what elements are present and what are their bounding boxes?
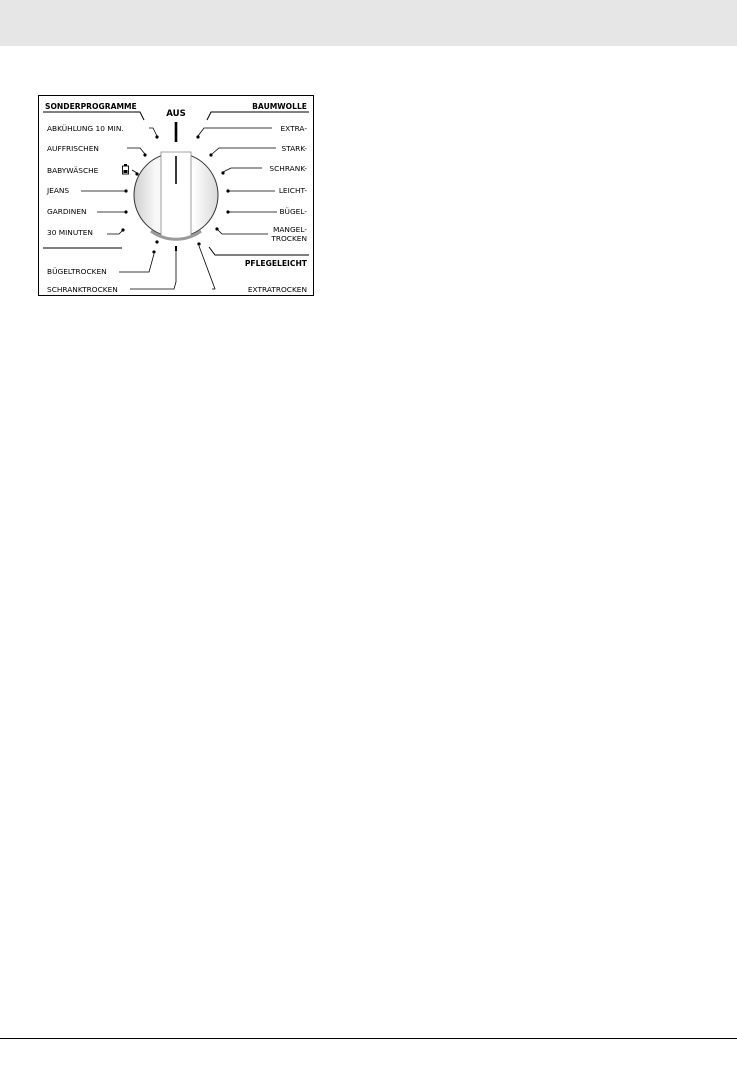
group-label-special: SONDERPROGRAMME bbox=[45, 102, 137, 111]
cooling-dot bbox=[155, 135, 158, 138]
bottom-programs bbox=[47, 242, 307, 294]
program-knob[interactable] bbox=[134, 152, 218, 239]
curtains-dot bbox=[124, 210, 127, 213]
group-label-cotton: BAUMWOLLE bbox=[252, 102, 307, 111]
program-curtains: GARDINEN bbox=[47, 207, 87, 216]
group-label-easy-care: PFLEGELEICHT bbox=[244, 259, 307, 268]
program-ironing: BÜGEL- bbox=[279, 207, 307, 216]
extra-leader bbox=[198, 128, 272, 136]
cupboard-leader bbox=[223, 168, 262, 172]
mangle-leader bbox=[217, 229, 268, 234]
program-jeans: JEANS bbox=[47, 186, 70, 195]
cupboard-dry-leader bbox=[130, 249, 176, 289]
special-end-dot bbox=[155, 240, 158, 243]
program-dial-diagram bbox=[39, 96, 315, 297]
program-refresh: AUFFRISCHEN bbox=[47, 144, 99, 153]
strong-leader bbox=[212, 148, 276, 154]
refresh-leader bbox=[127, 148, 145, 154]
baby-wash-leader bbox=[132, 170, 137, 173]
program-mangle-line1: MANGEL- bbox=[272, 225, 307, 234]
program-cupboard-dry: SCHRANKTROCKEN bbox=[47, 285, 118, 294]
extra-dry-dot bbox=[197, 242, 200, 245]
cupboard-dry-mark bbox=[175, 246, 177, 251]
program-strong: STARK- bbox=[281, 144, 307, 153]
program-extra: EXTRA- bbox=[280, 124, 307, 133]
ironing-dry-leader bbox=[119, 254, 154, 272]
program-30-minutes: 30 MINUTEN bbox=[47, 228, 93, 237]
light-dot bbox=[226, 189, 229, 192]
page-header-band bbox=[0, 0, 737, 46]
refresh-dot bbox=[143, 153, 146, 156]
baby-bottle-icon bbox=[123, 164, 129, 174]
cupboard-dot bbox=[221, 171, 224, 174]
program-extra-dry: EXTRATROCKEN bbox=[247, 285, 307, 294]
mangle-dot bbox=[215, 227, 218, 230]
off-label: AUS bbox=[166, 109, 186, 119]
cooling-leader bbox=[149, 128, 157, 136]
program-cooling-10-min: ABKÜHLUNG 10 MIN. bbox=[47, 124, 124, 133]
ironing-dot bbox=[226, 210, 229, 213]
jeans-dot bbox=[124, 189, 127, 192]
30-minutes-leader bbox=[107, 230, 123, 234]
program-dial-figure bbox=[38, 95, 314, 296]
cotton-group-line bbox=[207, 112, 309, 120]
30-minutes-dot bbox=[121, 228, 124, 231]
baby-wash-dot bbox=[135, 172, 138, 175]
strong-dot bbox=[209, 153, 212, 156]
ironing-dry-dot bbox=[152, 250, 155, 253]
special-group-line bbox=[43, 112, 144, 120]
page-footer-rule bbox=[0, 1038, 737, 1039]
program-light: LEICHT- bbox=[278, 186, 307, 195]
program-cupboard: SCHRANK- bbox=[269, 164, 307, 173]
program-mangle-line2: TROCKEN bbox=[271, 234, 307, 243]
program-baby-wash: BABYWÄSCHE bbox=[47, 166, 99, 175]
program-ironing-dry: BÜGELTROCKEN bbox=[47, 267, 107, 276]
extra-dot bbox=[196, 135, 199, 138]
easy-care-group-line bbox=[209, 247, 309, 255]
